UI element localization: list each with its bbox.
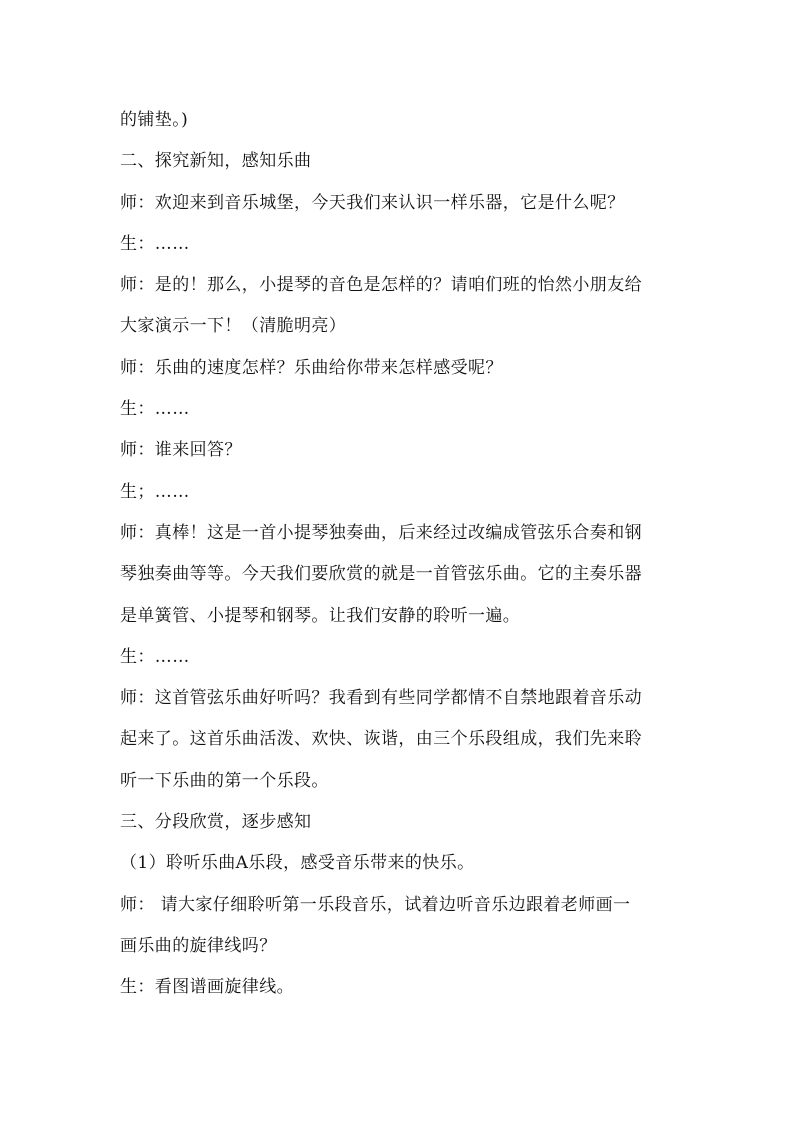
text-line: 生：…… <box>120 399 190 420</box>
text-line: 师： 请大家仔细聆听第一乐段音乐，试着边听音乐边跟着老师画一 <box>120 894 631 915</box>
text-line: 琴独奏曲等等。今天我们要欣赏的就是一首管弦乐曲。它的主奏乐器 <box>120 564 642 585</box>
text-line: 生：看图谱画旋律线。 <box>120 977 294 998</box>
text-line: 是单簧管、小提琴和钢琴。让我们安静的聆听一遍。 <box>120 605 521 626</box>
text-line: 起来了。这首乐曲活泼、欢快、诙谐，由三个乐段组成，我们先来聆 <box>120 729 642 750</box>
text-line: 师：谁来回答？ <box>120 440 242 461</box>
text-line: 师：这首管弦乐曲好听吗？我看到有些同学都情不自禁地跟着音乐动 <box>120 688 642 709</box>
text-line: 的铺垫。) <box>120 110 189 130</box>
section-heading: 二、探究新知，感知乐曲 <box>120 151 312 172</box>
text-line: 师：乐曲的速度怎样？乐曲给你带来怎样感受呢？ <box>120 357 503 378</box>
text-line: 生；…… <box>120 481 190 502</box>
text-line: 大家演示一下！（清脆明亮） <box>120 316 347 337</box>
text-line: 师：欢迎来到音乐城堡，今天我们来认识一样乐器，它是什么呢？ <box>120 192 625 213</box>
text-line: 画乐曲的旋律线吗？ <box>120 935 277 956</box>
document-body <box>120 100 690 1009</box>
text-line: 听一下乐曲的第一个乐段。 <box>120 770 329 791</box>
text-line: 生：…… <box>120 233 190 254</box>
text-line: 师：是的！那么，小提琴的音色是怎样的？请咱们班的怡然小朋友给 <box>120 275 642 296</box>
text-line: （1）聆听乐曲A乐段，感受音乐带来的快乐。 <box>120 853 475 874</box>
section-heading: 三、分段欣赏，逐步感知 <box>120 812 312 833</box>
text-line: 生：…… <box>120 646 190 667</box>
text-line: 师：真棒！这是一首小提琴独奏曲，后来经过改编成管弦乐合奏和钢 <box>120 522 642 543</box>
